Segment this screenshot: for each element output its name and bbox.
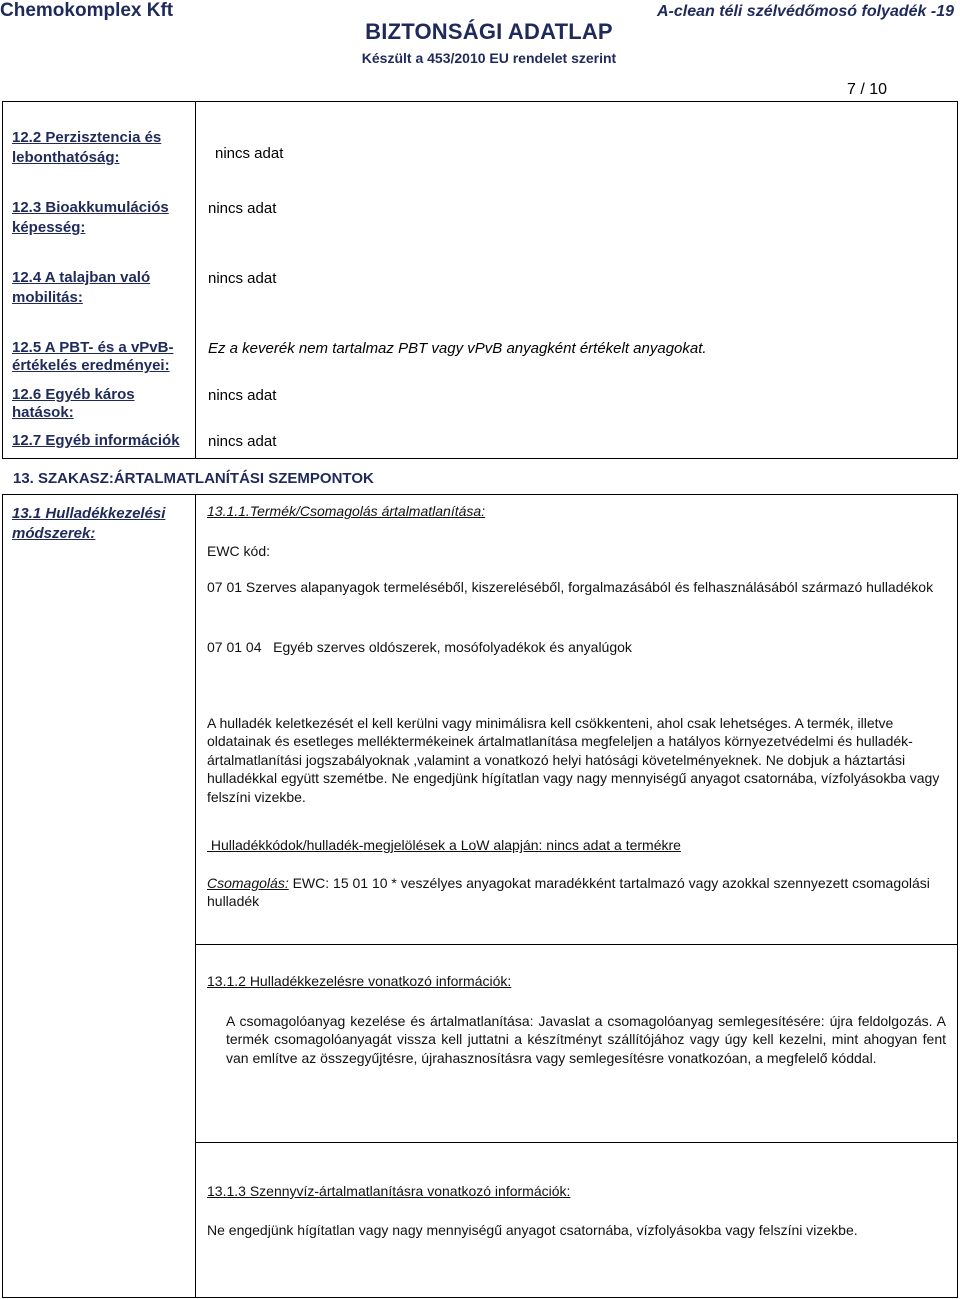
document-title: BIZTONSÁGI ADATLAP [365,19,613,44]
section13-title: 13. SZAKASZ:ÁRTALMATLANÍTÁSI SZEMPONTOK [13,470,374,487]
value-12-2: nincs adat [215,145,284,162]
ewc-label: EWC kód: [207,543,271,559]
sub3-text: Ne engedjünk hígítatlan vagy nagy mennyiségű anyagot csatornába, vízfolyásokba vagy felszíni vizekbe. [207,1222,858,1238]
value-12-4: nincs adat [208,270,277,287]
section13-divider [195,494,196,1298]
packaging-text: EWC: 15 01 10 * veszélyes anyagokat maradékként tartalmazó vagy azokkal szennyezett csomagolási hulladék [207,875,930,910]
label-12-5: 12.5 A PBT- és a vPvB-értékelés eredményei: [12,339,174,375]
sub3-title: 13.1.3 Szennyvíz-ártalmatlanításra vonatkozó információk: [207,1183,571,1199]
label-13-1: 13.1 Hulladékkezelési módszerek: [12,505,166,543]
ewc-group: 07 01 Szerves alapanyagok termeléséből, kiszereléséből, forgalmazásából és felhasználásából származó hulladékok [207,579,934,595]
low-text: Hulladékkódok/hulladék-megjelölések a LoW alapján: nincs adat a termékre [207,837,681,853]
page-number: 7 / 10 [846,81,887,98]
label-12-4: 12.4 A talajban való mobilitás: [12,269,151,307]
product-name: A-clean téli szélvédőmosó folyadék -19 [657,3,954,20]
value-12-3: nincs adat [208,200,277,217]
label-12-3: 12.3 Bioakkumulációs képesség: [12,199,169,237]
ewc-code: 07 01 04 Egyéb szerves oldószerek, mosófolyadékok és anyalúgok [207,639,632,655]
value-12-6: nincs adat [208,387,277,404]
section12-divider [195,101,196,459]
packaging-label: Csomagolás: [207,875,289,891]
sub-divider-2 [195,1142,958,1143]
sub1-title: 13.1.1.Termék/Csomagolás ártalmatlanítása: [207,503,486,519]
sub-divider-1 [195,944,958,945]
label-12-6: 12.6 Egyéb káros hatások: [12,386,135,422]
waste-text: A hulladék keletkezését el kell kerülni vagy minimálisra kell csökkenteni, ahol csak lehetséges. A termék, illetve oldatainak és esetleges melléktermékeinek ártalmatlanítása megfeleljen a hatályos környezetvédelmi és hulladék-ártalmatlanítási jogszabályoknak ,valamint a vonatkozó helyi hatósági követelményeknek. Ne dobjuk a háztartási hulladékkal együtt szemétbe. Ne engedjünk hígítatlan vagy nagy mennyiségű anyagot csatornába, vízfolyásokba vagy felszíni vizekbe. [207,715,940,805]
packaging-block [207,874,937,911]
sub2-title: 13.1.2 Hulladékkezelésre vonatkozó információk: [207,973,512,989]
company-name: Chemokomplex Kft [0,0,174,21]
label-12-7: 12.7 Egyéb információk [12,432,180,449]
value-12-7: nincs adat [208,433,277,450]
document-subtitle: Készült a 453/2010 EU rendelet szerint [361,50,617,66]
value-12-5: Ez a keverék nem tartalmaz PBT vagy vPvB anyagként értékelt anyagokat. [208,340,707,357]
label-12-2: 12.2 Perzisztencia és lebonthatóság: [12,129,162,167]
sub2-text: A csomagolóanyag kezelése és ártalmatlanítása: Javaslat a csomagolóanyag semlegesítésére: újra feldolgozás. A termék csomagolóanyagát vissza kell juttatni a készítményt szállítójához vagy úgy kell kezelni, mint ahogyan fent van említve az összegyűjtésre, újrahasznosításra vagy semlegesítésre vonatkozóan, a megfelelő kóddal. [226,1013,946,1066]
